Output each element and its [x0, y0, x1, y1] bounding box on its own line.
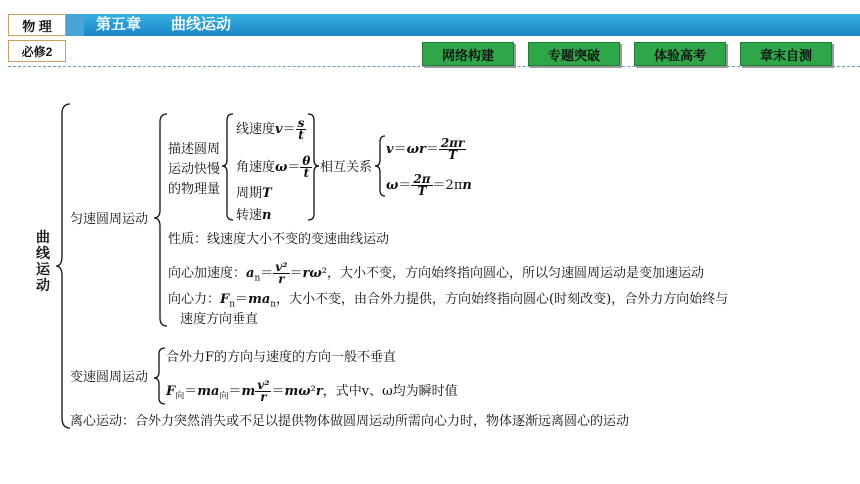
variable-motion-line-1: 合外力F的方向与速度的方向一般不垂直	[166, 350, 397, 365]
rev-speed-item: 转速n	[236, 208, 272, 223]
linear-speed-item: 线速度v＝ $\frac{s}{t}$	[236, 116, 305, 142]
chapter-title: 第五章 曲线运动	[96, 16, 232, 33]
centripetal-accel-item: 向心加速度：$a_n=$ $\frac{\text{v²}}{r}$ ＝rω²，大小不变，方向始终指向圆心，所以匀速圆周运动是变加速运动	[168, 260, 704, 286]
nav-exam-button[interactable]: 体验高考	[634, 42, 726, 66]
centrifugal-item: 离心运动：合外力突然消失或不足以提供物体做圆周运动所需向心力时，物体逐渐远离圆心的运动	[70, 414, 630, 429]
relation-formula-1: v＝ωr＝ $\frac{2\pi r}{T}$	[386, 136, 465, 162]
relation-label: 相互关系	[320, 160, 373, 175]
variable-motion-label: 变速圆周运动	[70, 370, 149, 385]
relation-formula-2: ω＝ $\frac{2\pi}{T}$ ＝2πn	[386, 172, 472, 198]
angular-speed-item: 角速度ω＝ $\frac{\theta}{t}$	[236, 154, 311, 180]
period-item: 周期T	[236, 186, 272, 201]
centripetal-force-item: 向心力：$F_n=ma_n$，大小不变，由合外力提供，方向始终指向圆心(时刻改变)，合外力方向始终与	[168, 292, 729, 310]
root-label: 曲 线 运 动	[36, 230, 50, 294]
property-item: 性质：线速度大小不变的变速曲线运动	[168, 232, 390, 247]
subject-label: 物 理	[8, 14, 66, 36]
variable-motion-line-2: $F_向=ma_向=m$ $\frac{\text{v²}}{r}$ ＝mω²r，式中v、ω均为瞬时值	[166, 378, 458, 404]
uniform-motion-label: 匀速圆周运动	[70, 212, 149, 227]
describe-quantities-label: 描述圆周 运动快慢 的物理量	[168, 142, 221, 197]
nav-network-button[interactable]: 网络构建	[422, 42, 514, 66]
book-label: 必修2	[8, 40, 66, 62]
centripetal-force-cont: 速度方向垂直	[180, 312, 259, 327]
nav-topics-button[interactable]: 专题突破	[528, 42, 620, 66]
nav-test-button[interactable]: 章末自测	[740, 42, 832, 66]
